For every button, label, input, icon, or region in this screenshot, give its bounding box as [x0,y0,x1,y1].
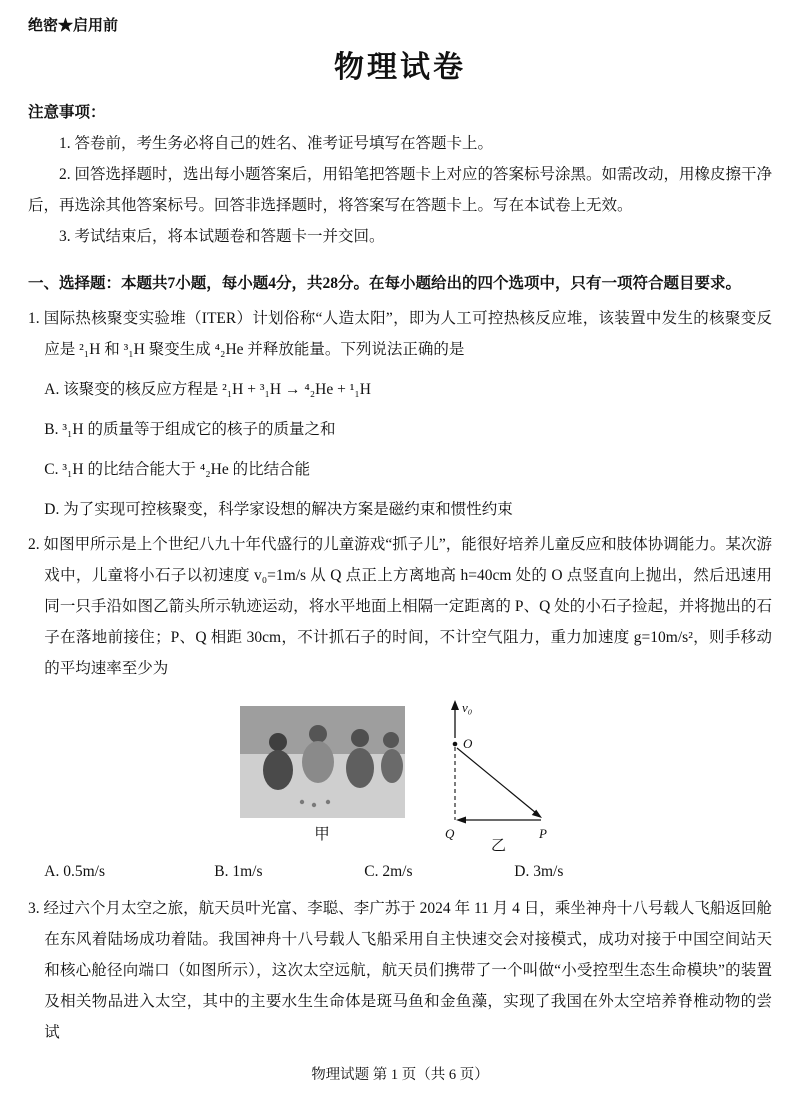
question-1 [28,303,772,525]
figure-yi [439,692,561,852]
children-game-photo [240,706,405,818]
question-3 [28,893,772,1048]
question-3-stem: 3. 经过六个月太空之旅，航天员叶光富、李聪、李广苏于 2024 年 11 月 4 日，乘坐神舟十八号载人飞船返回舱在东风着陆场成功着陆。我国神舟十八号载人飞船采用自主快速交会对接模式，成功对接于中国空间站天和核心舱径向端口（如图所示），这次太空远航，航天员们携带了一个叫做“小受控型生态生命模块”的装置及相关物品进入太空，其中的主要水生生命体是斑马鱼和金鱼藻，实现了我国在外太空培养脊椎动物的尝试 [28,899,772,1041]
question-2-option-c: C. 2m/s [364,862,413,880]
page-footer: 物理试题 第 1 页（共 6 页） [311,1067,489,1083]
section-heading-multiple-choice: 一、选择题：本题共7小题，每小题4分，共28分。在每小题给出的四个选项中，只有一项符合题目要求。 [28,274,742,292]
figure-yi-label: 乙 [490,837,506,852]
v0-label: v₀ [461,699,472,715]
question-2-options [44,856,772,887]
exam-title: 物理试卷 [334,51,466,84]
notice-heading: 注意事项： [28,103,106,121]
question-1-option-a: A. 该聚变的核反应方程是 ²₁H + ³₁H → ⁴₂He + ¹₁H [44,380,371,398]
notice-item: 1. 答卷前，考生务必将自己的姓名、准考证号填写在答题卡上。 [59,134,494,152]
notice-item: 3. 考试结束后，将本试题卷和答题卡一并交回。 [59,227,385,245]
classification-banner: 绝密★启用前 [28,18,119,34]
question-2-stem: 2. 如图甲所示是上个世纪八九十年代盛行的儿童游戏“抓子儿”，能很好培养儿童反应和肢体协调能力。某次游戏中，儿童将小石子以初速度 v₀=1m/s 从 Q 点正上方离地高 h=40cm 处的 O 点竖直向上抛出，然后迅速用同一只手沿如图乙箭头所示轨迹运动，将水平地面上相隔一定距离的 P、Q 处的小石子捡起，并将抛出的石子在落地前接住；P、Q 相距 30cm，不计抓石子的时间，不计空气阻力，重力加速度 g=10m/s²，则手移动的平均速率至少为 [28,535,772,677]
question-2 [28,529,772,887]
question-1-stem: 1. 国际热核聚变实验堆（ITER）计划俗称“人造太阳”，即为人工可控热核反应堆，该装置中发生的核聚变反应是 ²₁H 和 ³₁H 聚变生成 ⁴₂He 并释放能量。下列说法正确的是 [28,309,772,358]
question-1-option-c: C. ³₁H 的比结合能大于 ⁴₂He 的比结合能 [44,460,311,478]
question-2-option-a: A. 0.5m/s [44,862,105,880]
point-p-label: P [538,825,547,841]
notice-item: 2. 回答选择题时，选出每小题答案后，用铅笔把答题卡上对应的答案标号涂黑。如需改动，用橡皮擦干净后，再选涂其他答案标号。回答非选择题时，将答案写在答题卡上。写在本试卷上无效。 [28,165,773,214]
figure-jia [240,706,405,846]
figure-jia-label: 甲 [314,825,330,843]
point-o-label: O [462,735,472,751]
trajectory-diagram [439,692,561,852]
question-2-option-d: D. 3m/s [514,862,564,880]
question-2-figures [28,692,772,852]
question-1-option-d: D. 为了实现可控核聚变，科学家设想的解决方案是磁约束和惯性约束 [44,500,513,518]
question-1-option-b: B. ³₁H 的质量等于组成它的核子的质量之和 [44,420,336,438]
question-2-option-b: B. 1m/s [214,862,263,880]
point-q-label: Q [444,825,454,841]
